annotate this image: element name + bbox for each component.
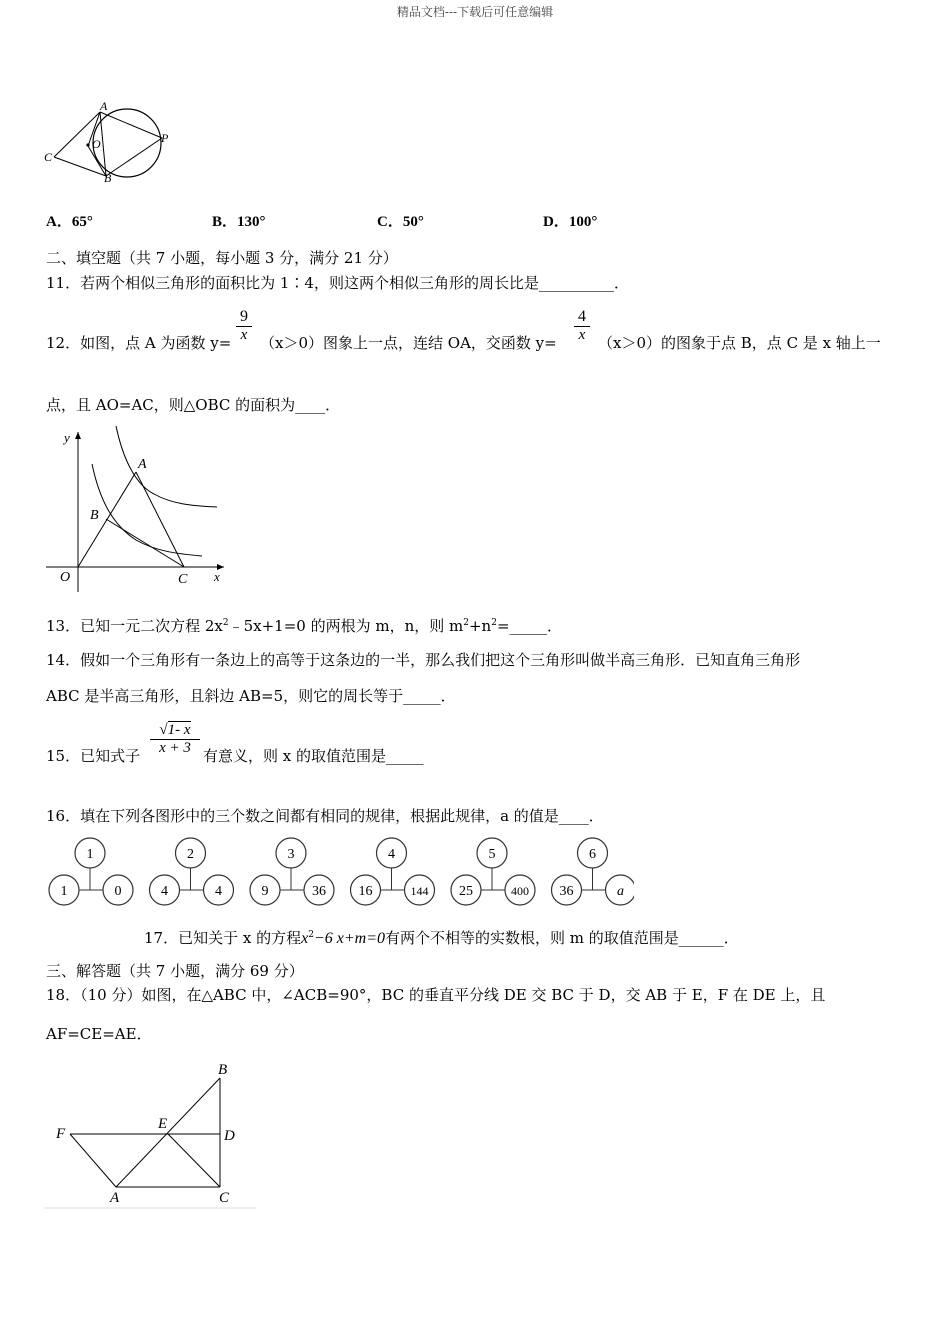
question-13: 13．已知一元二次方程 $2x^2﹣5x+1=0$ 的两根为 m，n，则 $m^2+n^2=\_\_\_\_\_$． — [46, 617, 563, 635]
question-12-part1: 12．如图，点 A 为函数 y= — [46, 334, 232, 352]
point-c-label: C — [219, 1190, 230, 1206]
question-12-line2: 点，且 AO=AC，则△OBC 的面积为____． — [46, 396, 341, 414]
number-value-top: 2 — [187, 847, 194, 862]
label-o: O — [92, 137, 101, 151]
number-value-left: 25 — [459, 884, 473, 899]
point-c-label: C — [178, 572, 188, 587]
axis-x-label: x — [214, 569, 220, 584]
pattern-figure — [150, 838, 234, 905]
option-c: C．50° — [377, 214, 424, 230]
section-3-title: 三、解答题（共 7 小题，满分 69 分） — [46, 962, 304, 980]
point-b-label: B — [218, 1062, 228, 1078]
option-d: D．100° — [543, 214, 598, 230]
label-c: C — [44, 150, 53, 164]
axis-y-label: y — [64, 430, 70, 445]
option-a: A．65° — [46, 214, 93, 230]
number-value-right: 36 — [312, 884, 326, 899]
question-15-pre: 15．已知式子 — [46, 747, 141, 765]
number-value-top: 1 — [86, 847, 94, 862]
number-value-left: 1 — [60, 884, 68, 899]
number-value-left: 36 — [559, 884, 574, 899]
question-11: 11．若两个相似三角形的面积比为 1∶4，则这两个相似三角形的周长比是__________． — [46, 274, 629, 292]
origin-label: O — [60, 570, 71, 585]
fraction-4-over-x: 4 x — [574, 308, 590, 344]
point-a-label: A — [110, 1190, 120, 1206]
number-value-right: 144 — [410, 884, 429, 898]
number-value-top: 3 — [287, 847, 295, 862]
question-12-part2: （x＞0）图象上一点，连结 OA，交函数 y= — [260, 334, 557, 352]
page-header: 精品文档---下载后可任意编辑 — [396, 5, 554, 19]
number-value-left: 16 — [358, 884, 373, 899]
pattern-figure — [49, 838, 133, 905]
section-2-title: 二、填空题（共 7 小题，每小题 3 分，满分 21 分） — [46, 249, 398, 267]
fraction-9-over-x: 9 x — [236, 308, 252, 344]
radical-fraction: √1- x x + 3 — [150, 722, 200, 757]
number-value-top: 5 — [488, 847, 496, 862]
pattern-figure — [451, 838, 535, 905]
question-15-post: 有意义，则 x 的取值范围是_____ — [203, 747, 424, 765]
triangle-abc-figure — [44, 1056, 264, 1212]
point-d-label: D — [224, 1128, 235, 1144]
number-pattern-figures — [44, 836, 634, 908]
point-f-label: F — [56, 1126, 66, 1142]
hyperbola-figure — [42, 424, 232, 594]
question-18-line1: 18．（10 分）如图，在△ABC 中，∠ACB=90°，BC 的垂直平分线 DE 交 BC 于 D，交 AB 于 E，F 在 DE 上，且 — [46, 986, 826, 1004]
pattern-figure — [250, 838, 334, 905]
question-18-line2: AF=CE=AE． — [46, 1025, 152, 1043]
question-12-part3: （x＞0）的图象于点 B，点 C 是 x 轴上一 — [598, 334, 881, 352]
number-value-left: 9 — [261, 884, 269, 899]
number-value-right: 400 — [511, 884, 529, 898]
number-value-right: 4 — [215, 884, 222, 899]
option-b: B．130° — [212, 214, 266, 230]
question-14-line1: 14．假如一个三角形有一条边上的高等于这条边的一半，那么我们把这个三角形叫做半高三角形．已知直角三角形 — [46, 651, 801, 669]
question-14-line2: ABC 是半高三角形，且斜边 AB=5，则它的周长等于_____． — [46, 687, 456, 705]
pattern-figure — [351, 838, 435, 905]
number-value-left: 4 — [161, 884, 168, 899]
number-value-top: 4 — [388, 847, 395, 862]
number-value-right: 0 — [114, 884, 122, 899]
circle-tangent-figure — [40, 100, 180, 190]
label-a: A — [100, 100, 108, 113]
label-b: B — [104, 171, 112, 185]
point-a-label: A — [138, 457, 147, 472]
question-17: 17．已知关于 x 的方程$x^2-6$ x+m=0有两个不相等的实数根，则 m 的取值范围是______． — [144, 929, 739, 947]
pattern-figure — [552, 838, 635, 905]
question-16: 16．填在下列各图形中的三个数之间都有相同的规律，根据此规律，a 的值是____． — [46, 807, 604, 825]
number-value-right: a — [617, 884, 624, 899]
number-value-top: 6 — [589, 847, 596, 862]
point-e-label: E — [158, 1116, 168, 1132]
label-p: P — [161, 131, 169, 145]
point-b-label: B — [90, 508, 99, 523]
